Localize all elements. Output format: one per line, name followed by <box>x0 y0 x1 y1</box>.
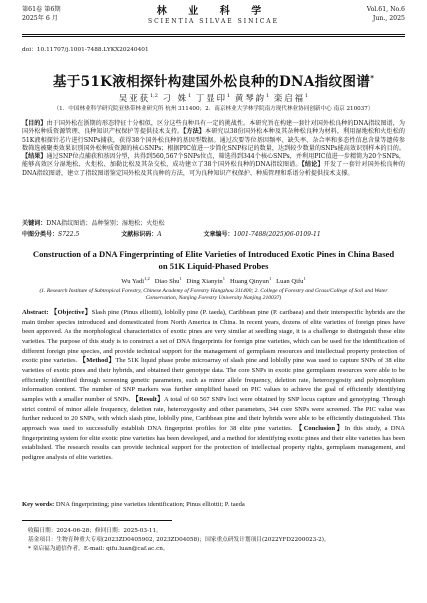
abstract-en-label: Abstract: <box>22 309 49 316</box>
abstract-zh <box>22 120 405 178</box>
header-center <box>22 6 405 27</box>
journal-name-zh: 林 业 科 学 <box>156 6 271 17</box>
author-zh: 黄琴韵$^1$ <box>234 93 270 103</box>
article-title-zh <box>10 70 417 90</box>
keywords-en <box>22 500 405 509</box>
author-list-en <box>0 276 427 285</box>
abstract-zh-conclusion: 开发了一套针对国外松良种的DNA指纹图谱，建立了指纹图谱鉴定国外松及其良种的方法，可为良种知识产权保护、种质管理和系谱分析提供技术支撑。 <box>22 161 406 177</box>
title-zh-text: 基于51K液相探针构建国外松良种的DNA指纹图谱 <box>52 74 371 90</box>
abstract-en-method: The 51K liquid phase probe microarray of slash pine and loblolly pine was used to capture SNPs of 38 elite varieties of exotic pines and their hybrids, and obtained their genotype data. The core SNPs in exotic pine germplasm resources were able to be efficiently identified through screening genetic parameters, such as minor allele frequency, deletion rate, heterozygosity and polymorphism information content. The number of SNP markers was further simplified based on PIC values to achieve the goal of efficiently identifying samples with a smaller number of SNPs. <box>22 357 406 403</box>
abstract-en-conclusion: In this study, a DNA fingerprinting system for elite exotic pine varieties has been developed, and a method for identifying exotic pines and their elite varieties has been established. The research results can provide technical support for the protection of intellectual property rights, germplasm management, and pedigree analysis of elite varieties. <box>22 424 405 461</box>
footnote-corresponding: * 栾启福为通信作者。E-mail: qifu.luan@caf.ac.cn。 <box>28 545 169 552</box>
author-zh: 刁 姝$^1$ <box>162 93 192 103</box>
title-zh-mark: * <box>370 73 375 83</box>
footnotes <box>22 527 405 554</box>
date-zh: 2025年 6 月 <box>22 14 58 22</box>
abstract-zh-method: 本研究以38份国外松本种及其杂种松良种为材料，利用湿地松和火炬松的51K液相探针芯片进行SNPs捕获，获得38个国外松良种的基因型数据。通过次要等位基因频率、缺失率、杂合率和多态性信息含量等遗传参数筛选被聚类效果识别国外松种质资源的核心SNPs；根据PIC值进一步简化SNP标记的数量，达到较少数量的SNPs能高效识别样本的目的。 <box>22 128 405 152</box>
keywords-zh-text: DNA指纹图谱；品种鉴别；湿地松；火炬松 <box>46 220 165 227</box>
article-number: 文章编号：1001-7488(2025)06-0109-11 <box>203 231 321 238</box>
abstract-en-result-label: 【Result】 <box>132 395 165 403</box>
date-en: Jun., 2025 <box>372 14 405 22</box>
clc-number: 中图分类号：S722.5 <box>22 231 80 238</box>
keywords-zh-label: 关键词： <box>22 220 47 227</box>
author-zh: 吴亚获$^{1,2}$ <box>118 93 158 103</box>
affiliation-en: (1. Research Institute of Subtropical Forestry, Chinese Academy of Forestry Hangzhou 311400; 2. College of Forestry and Grass/College of Soil and Water Conservation, Nanjing Forestry University Nanjing 210037) <box>39 288 388 302</box>
classification-line <box>22 229 405 238</box>
author-en: Ding Xianyin$^1$ <box>186 276 225 286</box>
footnote-rule <box>22 520 172 521</box>
volume-zh: 第61卷 第6期 <box>22 6 61 13</box>
affiliation-zh: （1．中国林业科学研究院亚热带林业研究所 杭州 311400；2．南京林业大学林学院南方现代林业协同创新中心 南京 210037） <box>53 106 374 112</box>
abstract-zh-conclusion-label: 【结论】 <box>301 161 324 169</box>
author-en: Diao Shu$^1$ <box>154 276 182 286</box>
author-zh: 栾启福$^1$ <box>273 93 309 103</box>
abstract-zh-objective-label: 【目的】 <box>22 120 47 127</box>
document-code: 文献标识码：A <box>121 231 162 238</box>
abstract-en-result: A total of 60 567 SNPs loci were obtained by SNP locus capture and genotyping. Through strict control of minor allele frequency, deletion rate, heterozygosity and other parameters, 344 core SNPs were screened. The PIC value was further reduced to 20 SNPs, with which slash pine, loblolly pine, Caribbean pine and their hybrids were able to be efficiently distinguished. This approach was used to successfully establish DNA fingerprint profiles for 38 elite pine varieties. <box>22 395 406 432</box>
abstract-en-conclusion-label: 【Conclusion】 <box>295 424 345 432</box>
journal-name-en: SCIENTIA SILVAE SINICAE <box>147 18 280 25</box>
footnote-fund: 基金项目：生物育种重大专项(2023ZD0405902, 2023ZD04058)；国家重点研发计划项目(2022YFD2200023-2)。 <box>28 536 330 543</box>
header-rule-thin <box>22 36 405 37</box>
article-title-en: Construction of a DNA Fingerprinting of Elite Varieties of Introduced Exotic Pines in China Based on 51K Liquid-Phased Probes <box>32 249 395 271</box>
author-list-zh <box>0 92 427 104</box>
volume-en: Vol.61, No.6 <box>366 6 405 13</box>
author-en: Wu Yadi$^{1,2}$ <box>121 276 150 286</box>
abstract-zh-objective: 由于国外松在浙期的形态特征十分相似，区分这些良种具有一定的挑战性。本研究旨在构建一套针对国外松良种的DNA指纹图谱，为国外松种质资源管理、良种知识产权保护等提供技术支持。 <box>22 120 405 136</box>
footnote-received: 收稿日期：2024-06-28；修回日期：2025-03-11。 <box>28 528 162 534</box>
abstract-en-objective-label: 【Objective】 <box>50 309 92 316</box>
keywords-en-text: DNA fingerprinting; pine varieties identification; Pinus elliottii; P. taeda <box>55 501 245 508</box>
abstract-zh-result: 通过SNP位点捕获和基因分型，共得到560,567个SNPs位点，筛选得到344个核心SNPs，并利用PIC值进一步精简为20个SNPs，能够高效区分湿地松、火炬松、加勒比松及其杂交松，成功建立了38个国外松良种的DNA指纹图谱。 <box>22 153 405 169</box>
abstract-zh-method-label: 【方法】 <box>183 128 205 136</box>
author-en: Huang Qinyun$^1$ <box>229 276 272 286</box>
abstract-en-method-label: 【Method】 <box>79 357 116 365</box>
keywords-en-label: Key words: <box>22 501 55 508</box>
author-zh: 丁显印$^1$ <box>195 93 231 103</box>
abstract-zh-result-label: 【结果】 <box>22 153 47 161</box>
doi-line[interactable]: doi：10.11707/j.1001-7488.LYKX20240401 <box>22 47 149 53</box>
abstract-en <box>22 308 405 463</box>
header-rule-thick <box>22 34 405 35</box>
header-right <box>367 6 405 23</box>
author-en: Luan Qifu$^1$ <box>276 276 306 286</box>
abstract-en-objective: Slash pine (Pinus elliottii), loblolly pine (P. taeda), Caribbean pine (P. caribaea) and their interspecific hybrids are the main timber species introduced and domesticated from North America in China. In recent years, dozens of elite varieties of foreign pines have been approved. As the morphological characteristics of exotic pines are very similar at seedling stage, it is a challenge to distinguish these elite varieties. The purpose of this study is to construct a set of DNA fingerprints for foreign pine varieties, which can be used for the identification of different foreign pine species, and provide technical support for the management of germplasm resources and intellectual property protection of exotic pine varieties. <box>22 309 406 365</box>
keywords-zh <box>22 220 405 228</box>
running-header <box>22 6 405 36</box>
